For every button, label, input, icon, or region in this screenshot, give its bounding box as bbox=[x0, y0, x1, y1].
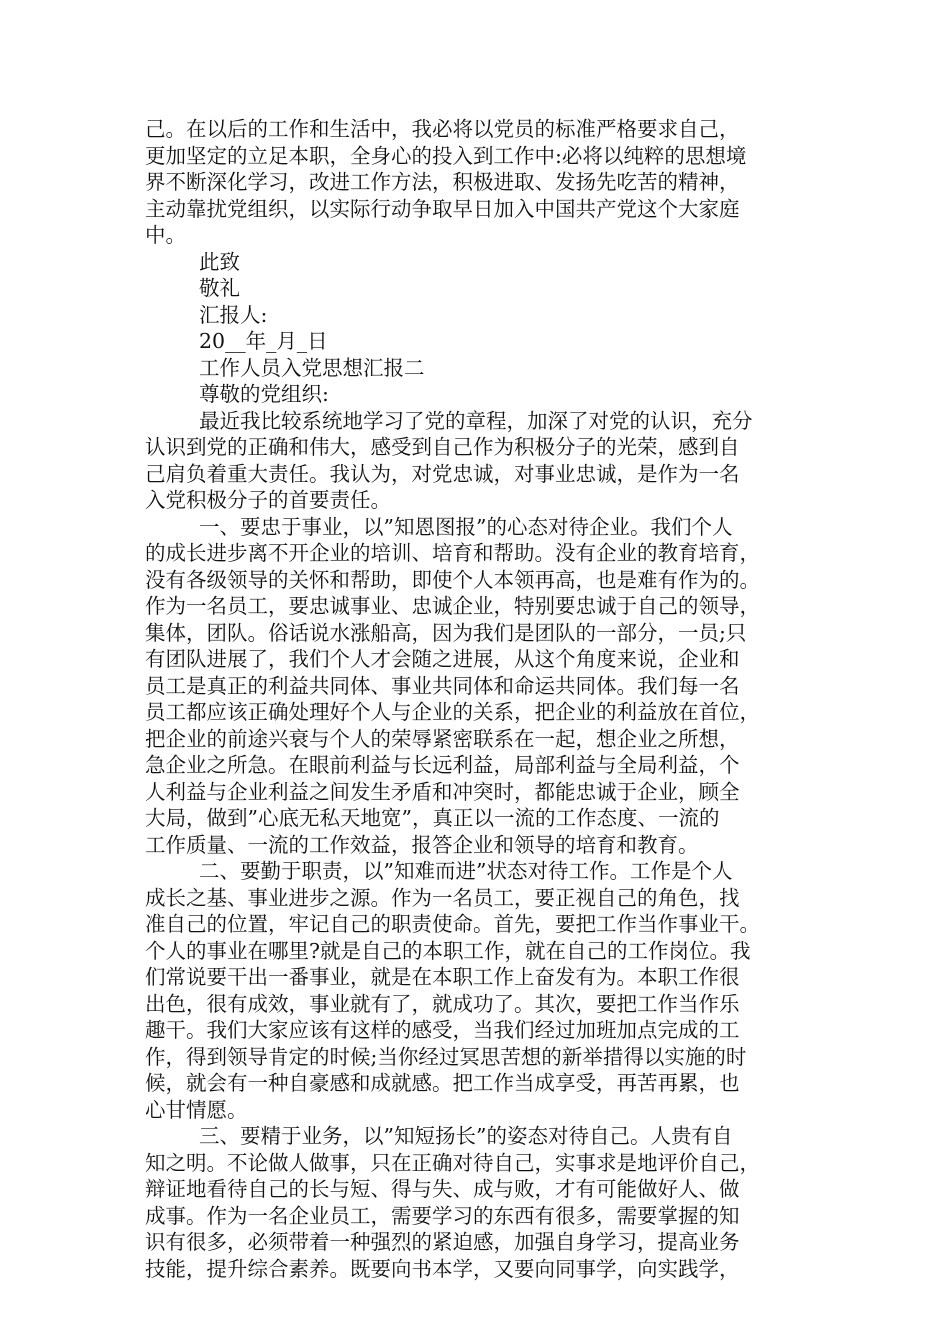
text-line: 有团队进展了，我们个人才会随之进展，从这个角度来说，企业和 bbox=[145, 647, 740, 671]
text-line: 大局，做到”心底无私天地宽”，真正以一流的工作态度、一流的 bbox=[145, 806, 720, 830]
document-body bbox=[145, 116, 810, 1282]
text-line: 最近我比较系统地学习了党的章程，加深了对党的认识，充分 bbox=[199, 408, 753, 433]
text-line: 认识到党的正确和伟大，感受到自己作为积极分子的光荣，感到自 bbox=[145, 435, 740, 459]
text-line: 个人的事业在哪里?就是自己的本职工作，就在自己的工作岗位。我 bbox=[145, 938, 751, 963]
text-line: 作为一名员工，要忠诚事业、忠诚企业，特别要忠诚于自己的领导， bbox=[145, 594, 760, 618]
text-line: 识有很多，必须带着一种强烈的紧迫感，加强自身学习，提高业务 bbox=[145, 1230, 740, 1254]
text-line: 知之明。不论做人做事，只在正确对待自己，实事求是地评价自己， bbox=[145, 1150, 760, 1175]
text-line: 界不断深化学习，改进工作方法，积极进取、发扬先吃苦的精神， bbox=[145, 170, 740, 194]
text-line: 准自己的位置，牢记自己的职责使命。首先，要把工作当作事业干。 bbox=[145, 912, 760, 936]
text-line: 工作人员入党思想汇报二 bbox=[199, 355, 425, 380]
text-line: 入党积极分子的首要责任。 bbox=[145, 488, 391, 512]
text-line: 候，就会有一种自豪感和成就感。把工作当成享受，再苦再累，也 bbox=[145, 1071, 740, 1095]
text-line: 成事。作为一名企业员工，需要学习的东西有很多，需要掌握的知 bbox=[145, 1203, 740, 1228]
text-line: 员工都应该正确处理好个人与企业的关系，把企业的利益放在首位， bbox=[145, 700, 760, 724]
text-line: 工作质量、一流的工作效益，报答企业和领导的培育和教育。 bbox=[145, 832, 699, 857]
text-line: 心甘情愿。 bbox=[145, 1097, 248, 1122]
text-line: 人利益与企业利益之间发生矛盾和冲突时，都能忠诚于企业，顾全 bbox=[145, 779, 740, 804]
text-line: 尊敬的党组织: bbox=[199, 382, 329, 406]
text-line: 技能，提升综合素养。既要向书本学，又要向同事学，向实践学， bbox=[145, 1256, 740, 1281]
text-line: 二、要勤于职责，以”知难而进”状态对待工作。工作是个人 bbox=[199, 859, 733, 883]
text-line: 们常说要干出一番事业，就是在本职工作上奋发有为。本职工作很 bbox=[145, 965, 740, 989]
text-line: 三、要精于业务，以”知短扬长”的姿态对待自己。人贵有自 bbox=[199, 1124, 733, 1148]
text-line: 辩证地看待自己的长与短、得与失、成与败，才有可能做好人、做 bbox=[145, 1177, 740, 1201]
text-line: 集体，团队。俗话说水涨船高，因为我们是团队的一部分，一员;只 bbox=[145, 620, 747, 645]
text-line: 此致 bbox=[199, 249, 240, 274]
text-line: 把企业的前途兴衰与个人的荣辱紧密联系在一起，想企业之所想， bbox=[145, 726, 740, 751]
text-line: 员工是真正的利益共同体、事业共同体和命运共同体。我们每一名 bbox=[145, 673, 740, 698]
text-line: 更加坚定的立足本职，全身心的投入到工作中:必将以纯粹的思想境 bbox=[145, 143, 747, 168]
text-line: 己。在以后的工作和生活中，我必将以党员的标准严格要求自己， bbox=[145, 117, 740, 141]
text-line: 20__年_月_日 bbox=[199, 329, 328, 353]
text-line: 一、要忠于事业，以”知恩图报”的心态对待企业。我们个人 bbox=[199, 514, 733, 539]
text-line: 中。 bbox=[145, 223, 186, 247]
text-line: 敬礼 bbox=[199, 276, 240, 300]
text-line: 趣干。我们大家应该有这样的感受，当我们经过加班加点完成的工 bbox=[145, 1018, 740, 1042]
text-line: 成长之基、事业进步之源。作为一名员工，要正视自己的角色，找 bbox=[145, 885, 740, 910]
text-line: 出色，很有成效，事业就有了，就成功了。其次，要把工作当作乐 bbox=[145, 991, 740, 1016]
text-line: 没有各级领导的关怀和帮助，即使个人本领再高，也是难有作为的。 bbox=[145, 567, 760, 592]
text-line: 作，得到领导肯定的时候;当你经过冥思苦想的新举措得以实施的时 bbox=[145, 1044, 747, 1069]
text-line: 汇报人: bbox=[199, 302, 268, 327]
text-line: 急企业之所急。在眼前利益与长远利益，局部利益与全局利益，个 bbox=[145, 753, 740, 777]
text-line: 的成长进步离不开企业的培训、培育和帮助。没有企业的教育培育， bbox=[145, 541, 760, 565]
text-line: 己肩负着重大责任。我认为，对党忠诚，对事业忠诚，是作为一名 bbox=[145, 461, 740, 486]
text-line: 主动靠扰党组织，以实际行动争取早日加入中国共产党这个大家庭 bbox=[145, 196, 740, 221]
